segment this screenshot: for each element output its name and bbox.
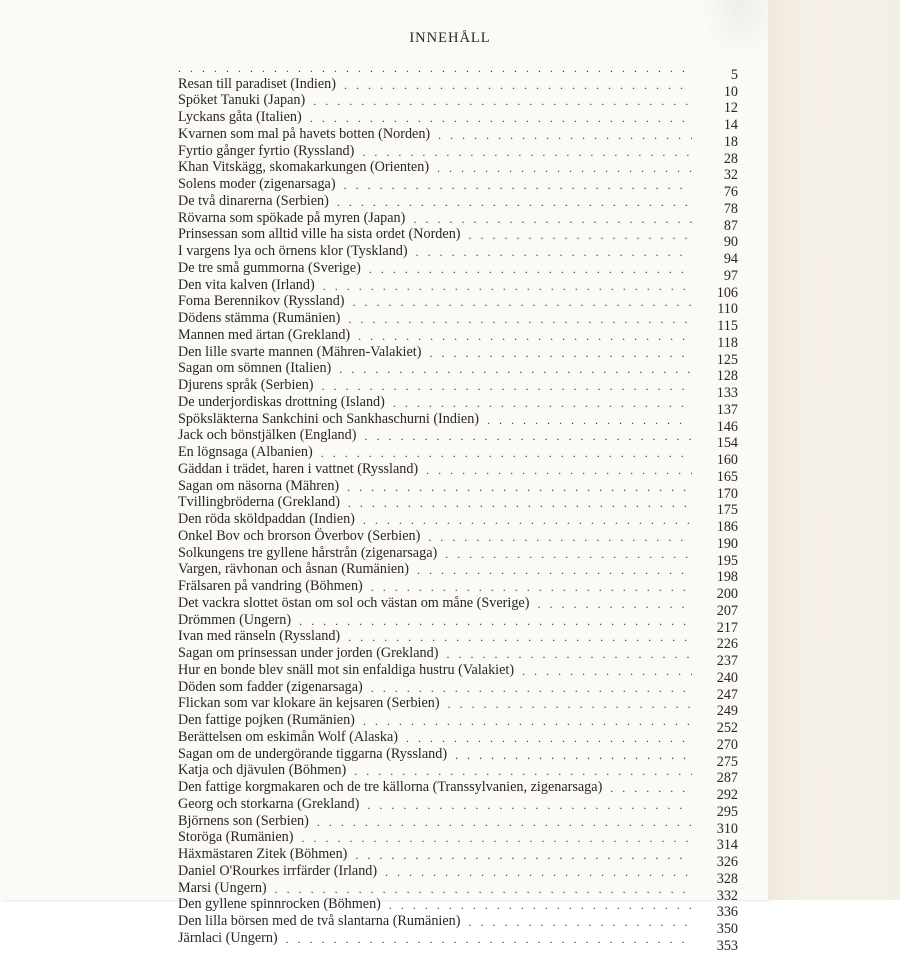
toc-entry-title: Fyrtio gånger fyrtio (Ryssland) xyxy=(178,142,355,159)
toc-entry xyxy=(178,443,738,468)
toc-entry-page: 10 xyxy=(723,83,738,100)
toc-entry-page: 237 xyxy=(716,653,738,669)
toc-entry-title: Georg och storkarna (Grekland) xyxy=(178,795,360,812)
toc-entry-page: 332 xyxy=(716,887,738,904)
page-title: INNEHÅLL xyxy=(409,30,491,46)
toc-entry-page: 326 xyxy=(716,854,738,870)
dot-leader xyxy=(438,128,692,142)
dot-leader xyxy=(178,61,692,75)
dot-leader xyxy=(389,898,692,912)
toc-entry-page: 125 xyxy=(716,351,738,368)
dot-leader xyxy=(428,530,692,544)
toc-entry-title: Kvarnen som mal på havets botten (Norden) xyxy=(178,125,431,142)
toc-entry xyxy=(178,577,738,602)
toc-entry-page: 350 xyxy=(716,921,738,937)
toc-entry-title: Solkungens tre gyllene hårstrån (zigenarsaga) xyxy=(178,544,438,561)
dot-leader xyxy=(313,94,692,108)
toc-entry xyxy=(178,879,738,904)
toc-entry-title: Björnens son (Serbien) xyxy=(178,812,309,829)
toc-entry-page: 310 xyxy=(716,820,738,837)
table-of-contents xyxy=(178,58,738,954)
dot-leader xyxy=(455,748,692,762)
dot-leader xyxy=(371,580,692,594)
toc-entry-page: 97 xyxy=(723,267,738,284)
toc-entry-page: 217 xyxy=(716,619,738,636)
toc-entry-title: Foma Berennikov (Ryssland) xyxy=(178,293,345,310)
dot-leader xyxy=(358,329,692,343)
toc-entry-page: 115 xyxy=(717,318,738,334)
dot-leader xyxy=(417,563,692,577)
dot-leader xyxy=(339,362,692,376)
dot-leader xyxy=(385,865,692,879)
toc-entry-page: 118 xyxy=(717,334,738,351)
dot-leader xyxy=(348,312,692,326)
toc-entry xyxy=(178,477,738,502)
toc-entry-title: Marsi (Ungern) xyxy=(178,879,267,896)
toc-entry xyxy=(178,912,738,937)
toc-entry-page: 154 xyxy=(716,435,738,452)
toc-entry-title: Sagan om sömnen (Italien) xyxy=(178,360,332,377)
toc-entry-title: Det vackra slottet östan om sol och västan om måne (Sverige) xyxy=(178,594,530,611)
dot-leader xyxy=(426,463,692,477)
toc-entry-title: Lyckans gåta (Italien) xyxy=(178,109,302,125)
toc-entry-title: Storöga (Rumänien) xyxy=(178,829,294,846)
toc-entry-page: 128 xyxy=(716,368,738,385)
toc-entry-page: 252 xyxy=(716,720,738,736)
toc-entry xyxy=(178,745,738,770)
toc-entry-title: Khan Vitskägg, skomakarkungen (Orienten) xyxy=(178,159,430,176)
dot-leader xyxy=(354,764,692,778)
toc-entry-title: Ivan med ränseln (Ryssland) xyxy=(178,628,341,645)
dot-leader xyxy=(301,831,692,845)
toc-entry-page: 78 xyxy=(723,200,738,217)
toc-entry xyxy=(178,125,738,150)
toc-entry-title: Hur en bonde blev snäll mot sin enfaldiga hustru (Valakiet) xyxy=(178,661,515,678)
toc-entry-page: 198 xyxy=(716,569,738,586)
toc-entry-page: 226 xyxy=(716,636,738,653)
toc-entry xyxy=(178,611,738,636)
dot-leader xyxy=(393,396,692,410)
toc-entry-page: 195 xyxy=(716,552,738,569)
dot-leader xyxy=(344,178,692,192)
toc-entry xyxy=(178,192,738,217)
toc-entry xyxy=(178,142,738,167)
toc-entry-title: Spöksläkterna Sankchini och Sankhaschurni (Indien) xyxy=(178,410,480,427)
toc-entry-page: 190 xyxy=(716,535,738,552)
toc-entry-page: 207 xyxy=(716,602,738,619)
toc-entry-title: Prinsessan som alltid ville ha sista ordet (Norden) xyxy=(178,226,461,243)
toc-entry-title: Sagan om prinsessan under jorden (Grekland) xyxy=(178,645,439,661)
toc-entry-title: De två dinarerna (Serbien) xyxy=(178,192,329,209)
toc-entry-title: Berättelsen om eskimån Wolf (Alaska) xyxy=(178,728,399,745)
dot-leader xyxy=(322,379,692,393)
toc-entry xyxy=(178,259,738,284)
toc-entry-title: Spöket Tanuki (Japan) xyxy=(178,92,306,109)
toc-entry-title: Daniel O'Rourkes irrfärder (Irland) xyxy=(178,862,378,879)
toc-entry xyxy=(178,393,738,418)
toc-entry-title: Järnlaci (Ungern) xyxy=(178,929,278,946)
dot-leader xyxy=(487,413,692,427)
dot-leader xyxy=(437,161,692,175)
toc-entry-page: 247 xyxy=(716,686,738,703)
toc-entry-title: Den lilla börsen med de två slantarna (Rumänien) xyxy=(178,913,461,929)
toc-entry xyxy=(178,510,738,535)
toc-entry xyxy=(178,376,738,401)
toc-entry-title: Gäddan i trädet, haren i vattnet (Ryssland) xyxy=(178,460,419,477)
toc-entry-title: Jack och bönstjälken (England) xyxy=(178,427,357,444)
dot-leader xyxy=(406,731,692,745)
dot-leader xyxy=(363,714,692,728)
toc-entry-title: Djurens språk (Serbien) xyxy=(178,377,314,393)
dot-leader xyxy=(321,446,692,460)
toc-entry xyxy=(178,594,738,619)
toc-entry-page: 160 xyxy=(716,452,738,468)
toc-entry xyxy=(178,343,738,368)
toc-entry xyxy=(178,728,738,753)
adjacent-page-edge xyxy=(768,0,900,900)
dot-leader xyxy=(367,798,692,812)
dot-leader xyxy=(348,630,692,644)
toc-entry-page: 170 xyxy=(716,485,738,502)
dot-leader xyxy=(317,815,692,829)
toc-entry xyxy=(178,75,738,100)
toc-entry-page: 270 xyxy=(716,736,738,753)
toc-entry xyxy=(178,845,738,870)
toc-entry-title: Döden som fadder (zigenarsaga) xyxy=(178,678,363,695)
toc-entry-page: 28 xyxy=(723,150,738,167)
dot-leader xyxy=(364,429,692,443)
dot-leader xyxy=(363,513,692,527)
toc-entry-page: 328 xyxy=(716,870,738,887)
dot-leader xyxy=(468,915,692,929)
toc-entry-page: 353 xyxy=(716,937,738,954)
toc-entry-page: 137 xyxy=(716,401,738,418)
toc-entry-title: Häxmästaren Zitek (Böhmen) xyxy=(178,846,348,862)
dot-leader xyxy=(416,245,692,259)
toc-entry-title: Mannen med ärtan (Grekland) xyxy=(178,326,351,343)
dot-leader xyxy=(353,295,692,309)
dot-leader xyxy=(355,848,692,862)
dot-leader xyxy=(337,195,692,209)
toc-entry xyxy=(178,795,738,820)
dot-leader xyxy=(522,664,692,678)
dot-leader xyxy=(610,781,692,795)
toc-entry-page: 87 xyxy=(723,217,738,234)
toc-entry-title: Frälsaren på vandring (Böhmen) xyxy=(178,578,363,594)
toc-entry-page: 200 xyxy=(716,586,738,602)
toc-entry-page: 110 xyxy=(717,301,738,318)
toc-entry-page: 240 xyxy=(716,669,738,686)
toc-entry-title: Rövarna som spökade på myren (Japan) xyxy=(178,209,406,226)
toc-entry-title: Sagan om näsorna (Mähren) xyxy=(178,477,340,494)
toc-entry xyxy=(178,527,738,552)
toc-entry-page: 106 xyxy=(716,284,738,301)
toc-entry xyxy=(178,544,738,569)
toc-entry-title: Resan till paradiset (Indien) xyxy=(178,75,336,92)
toc-entry xyxy=(178,460,738,485)
toc-entry-page: 175 xyxy=(716,502,738,519)
dot-leader xyxy=(429,346,692,360)
dot-leader xyxy=(448,697,692,711)
toc-entry xyxy=(178,175,738,200)
toc-entry xyxy=(178,410,738,435)
toc-entry xyxy=(178,678,738,703)
toc-entry-title: Den lille svarte mannen (Mähren-Valakiet) xyxy=(178,343,422,360)
toc-entry xyxy=(178,108,738,133)
toc-entry-page: 186 xyxy=(716,519,738,535)
toc-entry-page: 5 xyxy=(730,66,738,83)
dot-leader xyxy=(369,262,692,276)
toc-entry-title: Katja och djävulen (Böhmen) xyxy=(178,762,347,779)
toc-entry-page: 295 xyxy=(716,803,738,820)
toc-entry xyxy=(178,644,738,669)
toc-entry-page: 32 xyxy=(723,167,738,184)
toc-entry-title: Dödens stämma (Rumänien) xyxy=(178,310,341,326)
toc-entry-title: Den röda sköldpaddan (Indien) xyxy=(178,511,355,527)
toc-entry-page: 146 xyxy=(716,418,738,435)
dot-leader xyxy=(469,228,692,242)
dot-leader xyxy=(347,480,692,494)
toc-entry-page: 287 xyxy=(716,770,738,787)
toc-entry-title: Vargen, rävhonan och åsnan (Rumänien) xyxy=(178,561,409,578)
toc-entry-page: 18 xyxy=(723,133,738,150)
toc-entry xyxy=(178,309,738,334)
toc-entry xyxy=(178,862,738,887)
toc-entry xyxy=(178,778,738,803)
toc-entry-page: 275 xyxy=(716,753,738,770)
dot-leader xyxy=(445,547,692,561)
toc-entry-title: En lögnsaga (Albanien) xyxy=(178,444,313,460)
toc-entry-title: De tre små gummorna (Sverige) xyxy=(178,259,361,276)
toc-entry-title: De underjordiskas drottning (Island) xyxy=(178,393,385,410)
toc-entry-title: Den gyllene spinnrocken (Böhmen) xyxy=(178,896,381,913)
toc-entry-page: 292 xyxy=(716,787,738,803)
dot-leader xyxy=(310,111,692,125)
dot-leader xyxy=(413,212,692,226)
dot-leader xyxy=(371,681,692,695)
toc-entry xyxy=(178,242,738,267)
dot-leader xyxy=(537,597,692,611)
dot-leader xyxy=(362,145,692,159)
toc-entry-title: Flickan som var klokare än kejsaren (Serbien) xyxy=(178,695,440,712)
toc-entry-title: Den vita kalven (Irland) xyxy=(178,276,315,293)
toc-entry-page: 133 xyxy=(716,385,738,401)
dot-leader xyxy=(348,496,692,510)
toc-entry xyxy=(178,711,738,736)
toc-entry xyxy=(178,661,738,686)
dot-leader xyxy=(344,78,692,92)
toc-entry-title: Drömmen (Ungern) xyxy=(178,611,292,628)
toc-entry xyxy=(178,812,738,837)
toc-entry-page: 249 xyxy=(716,703,738,720)
toc-entry-page: 76 xyxy=(723,184,738,200)
toc-entry-title: Tvillingbröderna (Grekland) xyxy=(178,494,340,511)
dot-leader xyxy=(286,932,692,946)
toc-entry-title: Solens moder (zigenarsaga) xyxy=(178,176,336,192)
toc-entry xyxy=(178,58,738,83)
dot-leader xyxy=(299,614,692,628)
toc-entry-title: Sagan om de undergörande tiggarna (Ryssland) xyxy=(178,745,448,762)
toc-entry-title: Den fattige korgmakaren och de tre källorna (Transsylvanien, zigenarsaga) xyxy=(178,779,603,795)
dot-leader xyxy=(446,647,692,661)
dot-leader xyxy=(275,882,692,896)
toc-entry-page: 336 xyxy=(716,904,738,921)
toc-entry-page: 165 xyxy=(716,468,738,485)
toc-entry xyxy=(178,209,738,234)
toc-entry xyxy=(178,326,738,351)
toc-entry-page: 314 xyxy=(716,837,738,854)
toc-entry-page: 12 xyxy=(723,100,738,117)
toc-entry xyxy=(178,276,738,301)
toc-entry-title: Den fattige pojken (Rumänien) xyxy=(178,712,355,728)
toc-entry-page: 90 xyxy=(723,234,738,251)
dot-leader xyxy=(323,279,692,293)
toc-entry-page: 94 xyxy=(723,251,738,267)
toc-entry xyxy=(178,929,738,954)
toc-entry-title: Onkel Bov och brorson Överbov (Serbien) xyxy=(178,527,421,544)
toc-entry-title: I vargens lya och örnens klor (Tyskland) xyxy=(178,243,408,259)
toc-entry-page: 14 xyxy=(723,117,738,133)
